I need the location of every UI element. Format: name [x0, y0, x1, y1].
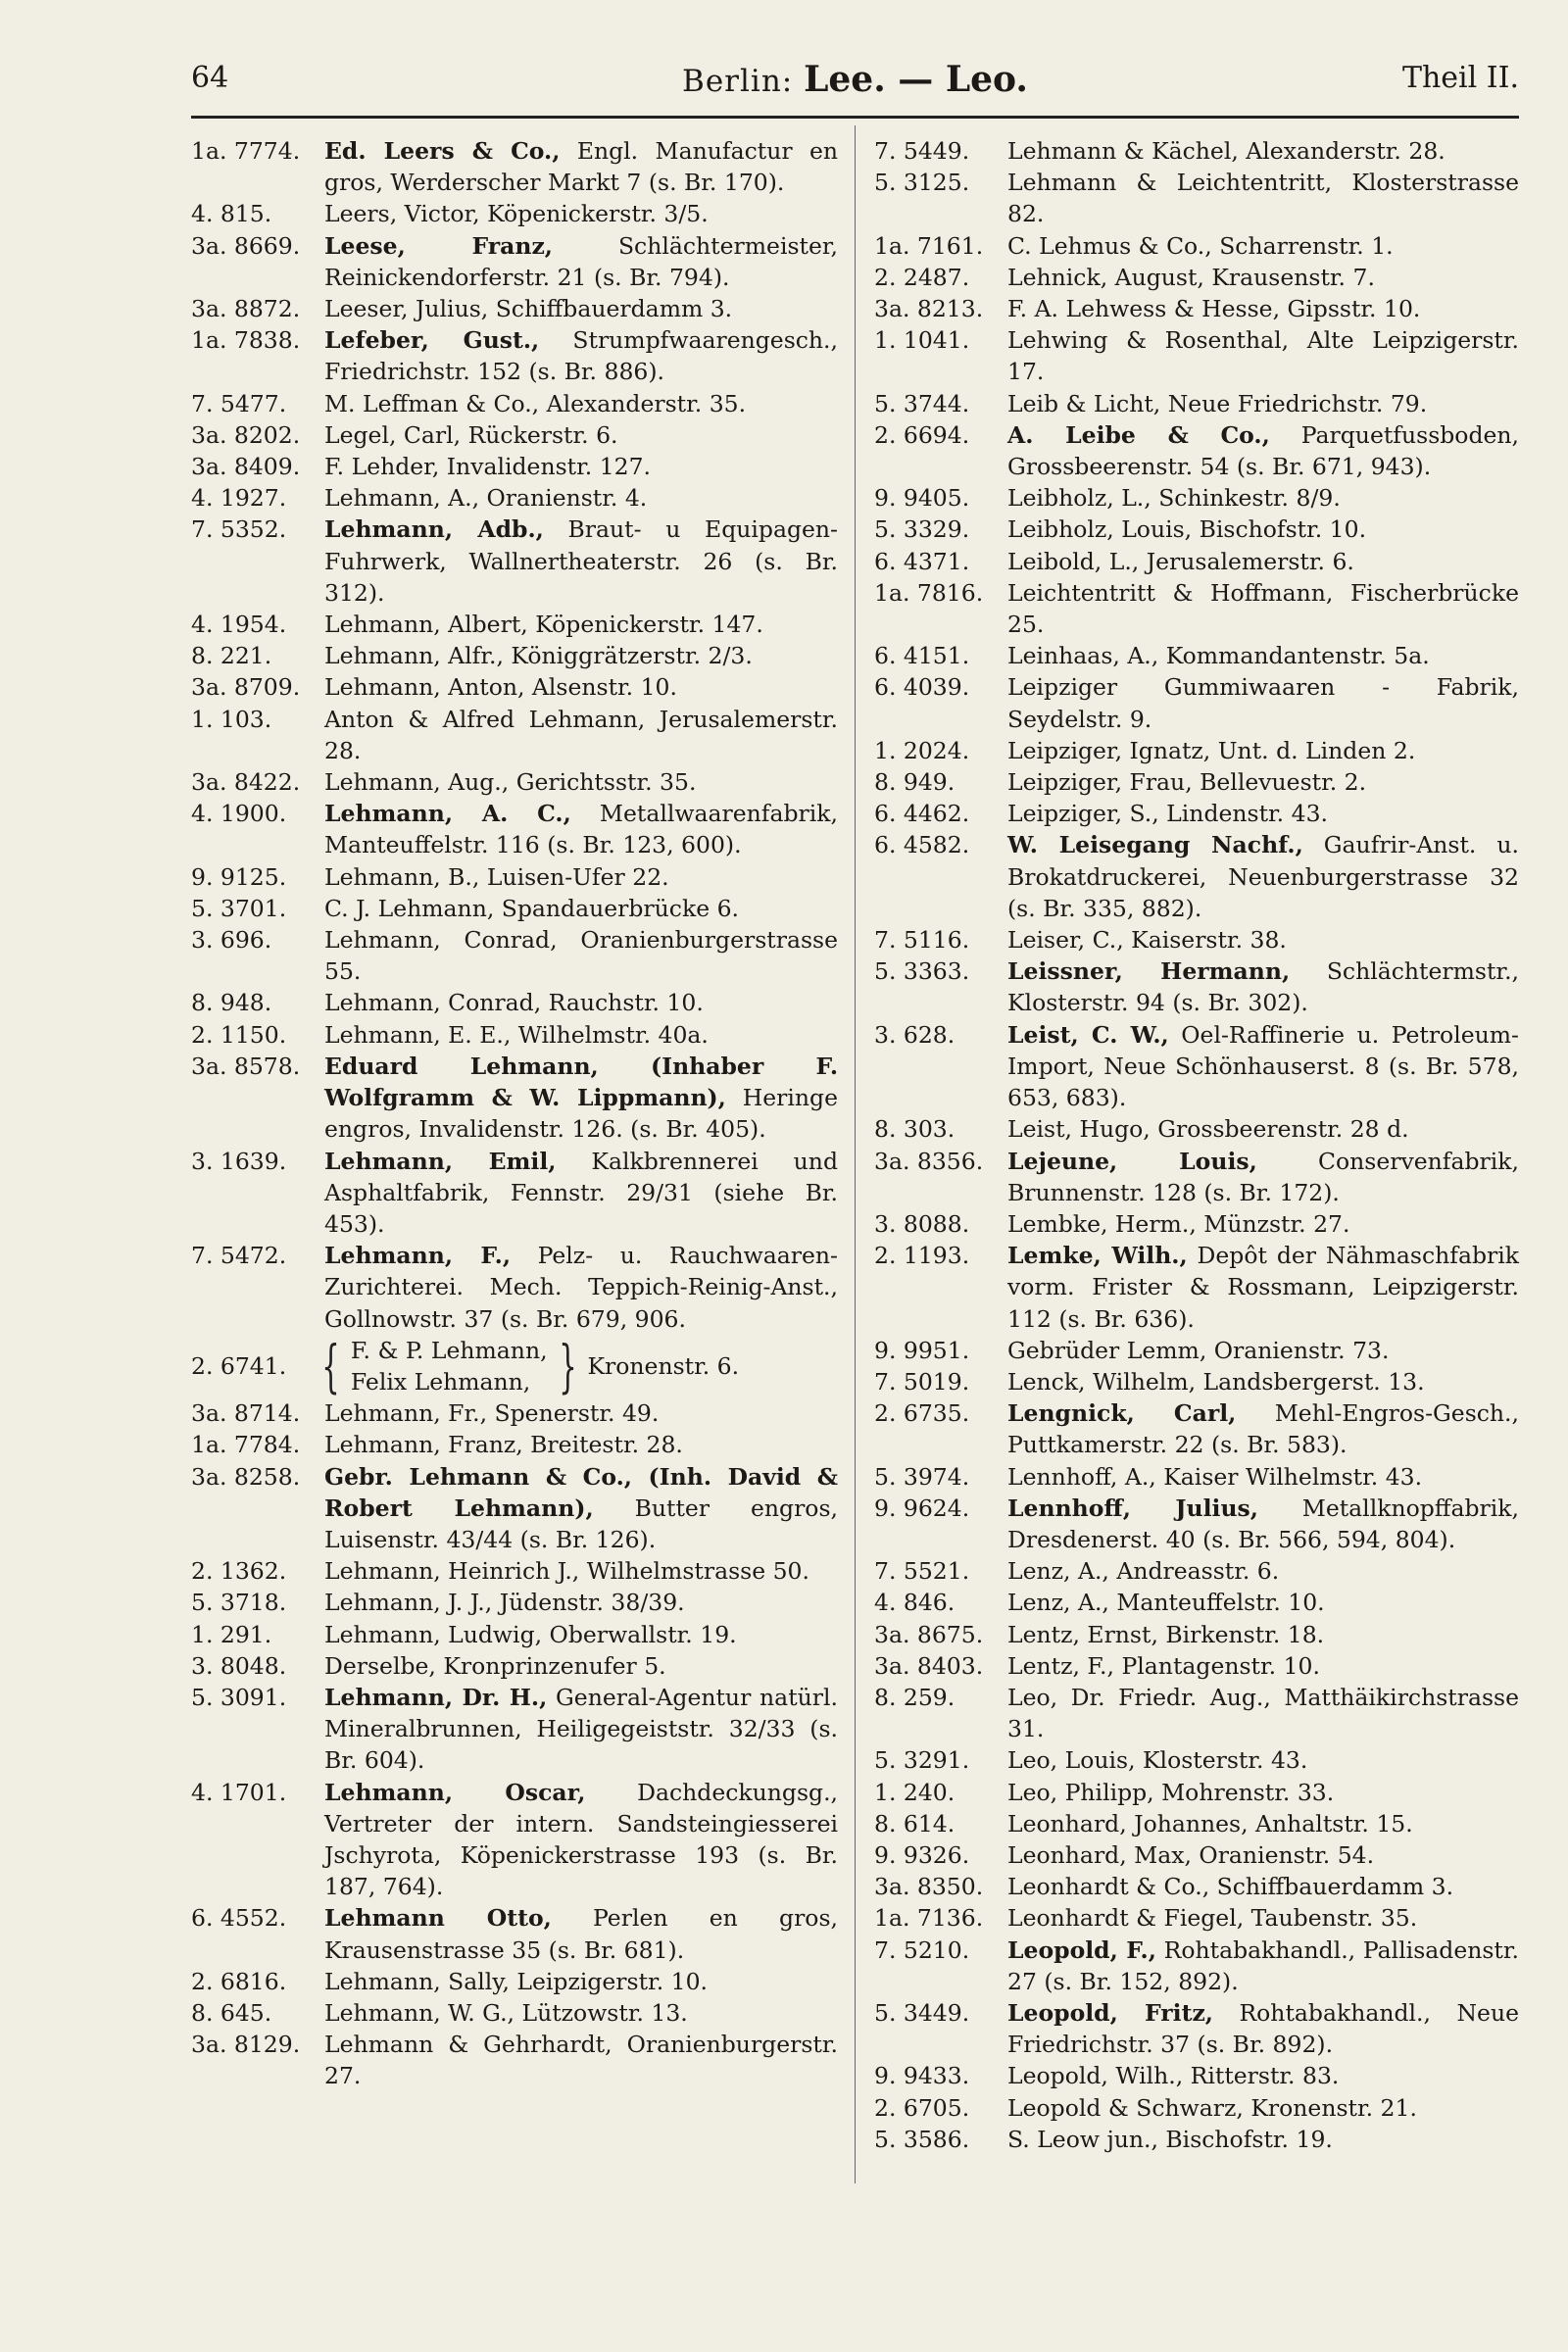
- entry-text: Conservenfabrik, Brunnenstr. 128 (s. Br. 172).: [1007, 1147, 1519, 1206]
- entry-number: 3a. 8202.: [191, 420, 301, 449]
- entry-text: Lentz, Ernst, Birkenstr. 18.: [1007, 1620, 1325, 1648]
- directory-entry: [874, 1146, 1519, 1208]
- entry-text: Perlen en gros, Krausenstrasse 35 (s. Br. 681).: [324, 1904, 838, 1964]
- entry-name: Leissner, Hermann,: [1007, 957, 1291, 986]
- directory-entry: [191, 1682, 838, 1777]
- entry-name: Leese, Franz,: [324, 231, 553, 260]
- entry-number: 1a. 7784.: [191, 1431, 301, 1459]
- directory-entry: [874, 1871, 1519, 1902]
- entry-text: Kalkbrennerei und Asphaltfabrik, Fennstr. 29/31 (siehe Br. 453).: [324, 1147, 838, 1238]
- entry-number: 7. 5472.: [191, 1242, 287, 1270]
- directory-entry: [191, 1619, 838, 1650]
- entry-number: 1. 103.: [191, 705, 272, 733]
- directory-entry: [874, 1587, 1519, 1618]
- directory-entry: [874, 577, 1519, 640]
- entry-number: 5. 3701.: [191, 894, 287, 922]
- directory-entry: [191, 135, 838, 198]
- entry-text: Lehmann, B., Luisen-Ufer 22.: [324, 862, 669, 891]
- directory-entry: [874, 1493, 1519, 1555]
- column-divider: [855, 125, 856, 2183]
- directory-entry: [874, 1839, 1519, 1871]
- entry-text: Rohtabakhandl., Neue Friedrichstr. 37 (s. Br. 892).: [1007, 1998, 1519, 2059]
- entry-name: Lehmann Otto,: [324, 1904, 552, 1933]
- directory-entry: [874, 766, 1519, 798]
- entry-text: Leipziger, Frau, Bellevuestr. 2.: [1007, 768, 1367, 797]
- directory-entry: [874, 230, 1519, 262]
- directory-entry: [874, 1650, 1519, 1682]
- entry-number: 2. 1193.: [874, 1242, 970, 1270]
- directory-entry: [191, 1902, 838, 1965]
- entry-text: C. Lehmus & Co., Scharrenstr. 1.: [1007, 231, 1394, 260]
- entry-number: 9. 9405.: [874, 484, 970, 513]
- directory-entry: [191, 1397, 838, 1429]
- entry-number: 3a. 8714.: [191, 1399, 301, 1428]
- entry-text: Parquetfussboden, Grossbeerenstr. 54 (s. Br. 671, 943).: [1007, 420, 1519, 481]
- entry-text: Metallwaarenfabrik, Manteuffelstr. 116 (s. Br. 123, 600).: [324, 800, 838, 859]
- directory-entry: [191, 1461, 838, 1556]
- entry-text: Mehl-Engros-Gesch., Puttkamerstr. 22 (s. Br. 583).: [1007, 1399, 1519, 1459]
- entry-number: 2. 6816.: [191, 1967, 287, 1995]
- entry-text: Lehmann, Franz, Breitestr. 28.: [324, 1431, 683, 1459]
- entry-number: 3a. 8129.: [191, 2031, 301, 2059]
- entry-number: 6. 4151.: [874, 642, 970, 670]
- entry-text: Derselbe, Kronprinzenufer 5.: [324, 1651, 666, 1680]
- directory-entry: [874, 1208, 1519, 1240]
- entry-text: Leipziger, Ignatz, Unt. d. Linden 2.: [1007, 736, 1416, 764]
- entry-number: 4. 1927.: [191, 484, 287, 513]
- header-rule: [191, 116, 1519, 119]
- entry-text: Lehmann, Heinrich J., Wilhelmstrasse 50.: [324, 1557, 809, 1586]
- entry-number: 4. 1701.: [191, 1778, 287, 1806]
- directory-entry: [874, 735, 1519, 766]
- entry-text: Leonhardt & Co., Schiffbauerdamm 3.: [1007, 1873, 1454, 1901]
- directory-entry: [874, 262, 1519, 293]
- entry-text: Lentz, F., Plantagenstr. 10.: [1007, 1651, 1320, 1680]
- entry-number: 1a. 7774.: [191, 137, 301, 165]
- entry-number: 8. 645.: [191, 1998, 272, 2027]
- directory-entry: [191, 1650, 838, 1682]
- entry-text: Lennhoff, A., Kaiser Wilhelmstr. 43.: [1007, 1462, 1423, 1491]
- brace-address: Kronenstr. 6.: [587, 1351, 740, 1380]
- directory-entry: [874, 419, 1519, 482]
- directory-entry: [874, 1682, 1519, 1744]
- entry-number: 3a. 8403.: [874, 1651, 984, 1680]
- entry-number: 1a. 7161.: [874, 231, 984, 260]
- directory-entry: [191, 1019, 838, 1051]
- entry-text: Lenck, Wilhelm, Landsbergerst. 13.: [1007, 1367, 1425, 1396]
- directory-entry: [191, 1146, 838, 1241]
- directory-entry: [874, 1808, 1519, 1839]
- entry-number: 3a. 8709.: [191, 673, 301, 702]
- entry-name: Eduard Lehmann, (Inhaber F. Wolfgramm & W. Lippmann),: [324, 1052, 838, 1112]
- entry-number: 8. 221.: [191, 642, 272, 670]
- entry-text: Leonhard, Max, Oranienstr. 54.: [1007, 1840, 1375, 1869]
- entry-text: Leipziger Gummiwaaren - Fabrik, Seydelstr. 9.: [1007, 673, 1519, 733]
- part-label: Theil II.: [1401, 61, 1519, 95]
- entry-text: Lenz, A., Manteuffelstr. 10.: [1007, 1589, 1325, 1617]
- entry-number: 5. 3125.: [874, 169, 970, 197]
- entry-number: 3. 696.: [191, 926, 272, 955]
- directory-entry: [191, 1777, 838, 1903]
- entry-number: 6. 4462.: [874, 800, 970, 828]
- directory-entry: [191, 987, 838, 1018]
- entry-name: Lengnick, Carl,: [1007, 1399, 1237, 1428]
- entry-text: Lembke, Herm., Münzstr. 27.: [1007, 1209, 1350, 1238]
- directory-entry: [874, 924, 1519, 956]
- entry-name: A. Leibe & Co.,: [1007, 420, 1270, 449]
- entry-number: 4. 815.: [191, 200, 272, 228]
- entry-name: Lemke, Wilh.,: [1007, 1242, 1188, 1270]
- entry-name: Lejeune, Louis,: [1007, 1147, 1257, 1175]
- entry-text: Leipziger, S., Lindenstr. 43.: [1007, 800, 1328, 828]
- entry-number: 2. 6694.: [874, 420, 970, 449]
- directory-entry: [874, 2124, 1519, 2155]
- entry-number: 3. 628.: [874, 1020, 956, 1049]
- entry-number: 5. 3091.: [191, 1683, 287, 1711]
- entry-name: Lehmann, F.,: [324, 1242, 512, 1270]
- directory-entry: [874, 1997, 1519, 2060]
- entry-text: Depôt der Nähmaschfabrik vorm. Frister & Rossmann, Leipzigerstr. 112 (s. Br. 636).: [1007, 1242, 1520, 1333]
- entry-number: 9. 9326.: [874, 1840, 970, 1869]
- entry-text: Leo, Philipp, Mohrenstr. 33.: [1007, 1778, 1335, 1806]
- entry-name: Lefeber, Gust.,: [324, 326, 540, 355]
- entry-name: Lennhoff, Julius,: [1007, 1494, 1258, 1522]
- entry-number: 1. 291.: [191, 1620, 272, 1648]
- entry-number: 3a. 8872.: [191, 295, 301, 323]
- directory-entry: [874, 482, 1519, 514]
- entry-name: Lehmann, Oscar,: [324, 1778, 586, 1806]
- entry-number: 5. 3449.: [874, 1998, 970, 2027]
- entry-text: Lehmann, Sally, Leipzigerstr. 10.: [324, 1967, 709, 1995]
- directory-entry: [191, 324, 838, 387]
- entry-number: 3a. 8356.: [874, 1147, 984, 1175]
- entry-text: Oel-Raffinerie u. Petroleum-Import, Neue Schönhauserst. 8 (s. Br. 578, 653, 683).: [1007, 1020, 1519, 1112]
- entry-number: 7. 5477.: [191, 389, 287, 417]
- entry-text: Lehmann, Aug., Gerichtsstr. 35.: [324, 768, 697, 797]
- directory-entry: [191, 1997, 838, 2029]
- entry-text: Lehmann, Albert, Köpenickerstr. 147.: [324, 611, 763, 639]
- entry-text: Leonhardt & Fiegel, Taubenstr. 35.: [1007, 1904, 1418, 1933]
- entry-text: Lehmann, Conrad, Rauchstr. 10.: [324, 989, 704, 1017]
- entry-number: 7. 5449.: [874, 137, 970, 165]
- entry-number: 2. 6735.: [874, 1399, 970, 1428]
- directory-entry: [874, 798, 1519, 829]
- entry-number: 4. 1900.: [191, 800, 287, 828]
- directory-entry: [191, 893, 838, 924]
- directory-entry: [874, 1019, 1519, 1114]
- directory-entry: [874, 388, 1519, 419]
- entry-text: Dachdeckungsg., Vertreter der intern. Sandsteingiesserei Jschyrota, Köpenickerstrasse 193 (s. Br. 187, 764).: [324, 1778, 839, 1901]
- directory-entry: [874, 1113, 1519, 1145]
- directory-entry: [191, 419, 838, 451]
- directory-entry: [874, 2060, 1519, 2091]
- directory-entry: [874, 293, 1519, 324]
- entry-text: Lehmann & Kächel, Alexanderstr. 28.: [1007, 137, 1446, 165]
- directory-entry: [874, 1619, 1519, 1650]
- directory-entry: [874, 546, 1519, 577]
- entry-text: Leo, Louis, Klosterstr. 43.: [1007, 1746, 1308, 1775]
- entry-name: Lehmann, Dr. H.,: [324, 1683, 548, 1711]
- entry-text: Butter engros, Luisenstr. 43/44 (s. Br. 126).: [324, 1494, 838, 1553]
- entry-number: 9. 9125.: [191, 862, 287, 891]
- brace-name-1: F. & P. Lehmann,: [350, 1336, 548, 1364]
- left-brace: {: [321, 1332, 340, 1399]
- entry-text: Lehmann & Gehrhardt, Oranienburgerstr. 27.: [324, 2031, 838, 2090]
- directory-entry: [191, 293, 838, 324]
- entry-text: Lehmann, J. J., Jüdenstr. 38/39.: [324, 1589, 685, 1617]
- entry-number: 9. 9624.: [874, 1494, 970, 1522]
- entry-text: F. A. Lehwess & Hesse, Gipsstr. 10.: [1007, 295, 1421, 323]
- entry-number: 5. 3718.: [191, 1589, 287, 1617]
- entry-name: Leopold, Fritz,: [1007, 1998, 1213, 2027]
- directory-entry: [191, 671, 838, 703]
- entry-text: Lehnick, August, Krausenstr. 7.: [1007, 263, 1375, 291]
- directory-entry: [874, 1744, 1519, 1776]
- directory-entry: [191, 1429, 838, 1460]
- entry-number: 5. 3363.: [874, 957, 970, 986]
- directory-entry: [874, 1335, 1519, 1366]
- brace-names: [351, 1335, 548, 1397]
- entry-text: Lehmann & Leichtentritt, Klosterstrasse 82.: [1007, 169, 1519, 228]
- entry-text: C. J. Lehmann, Spandauerbrücke 6.: [324, 894, 739, 922]
- entry-number: 6. 4582.: [874, 831, 970, 859]
- entry-name: Lehmann, Emil,: [324, 1147, 557, 1175]
- entry-number: 1. 240.: [874, 1778, 956, 1806]
- entry-text: Lenz, A., Andreasstr. 6.: [1007, 1557, 1280, 1586]
- entry-text: Engl. Manufactur en gros, Werderscher Markt 7 (s. Br. 170).: [324, 137, 839, 197]
- entry-text: Leonhard, Johannes, Anhaltstr. 15.: [1007, 1809, 1413, 1838]
- entry-text: Anton & Alfred Lehmann, Jerusalemerstr. 28.: [324, 705, 838, 764]
- entry-number: 3. 8088.: [874, 1209, 970, 1238]
- directory-entry: [191, 451, 838, 482]
- entry-text: Leo, Dr. Friedr. Aug., Matthäikirchstrasse 31.: [1007, 1683, 1519, 1743]
- entry-number: 7. 5019.: [874, 1367, 970, 1396]
- entry-number: 2. 6741.: [191, 1351, 287, 1380]
- entry-number: 4. 846.: [874, 1589, 956, 1617]
- right-brace: }: [558, 1332, 577, 1399]
- directory-entry: [874, 1397, 1519, 1460]
- directory-entry: [874, 1461, 1519, 1493]
- entry-number: 3a. 8350.: [874, 1873, 984, 1901]
- entry-text: F. Lehder, Invalidenstr. 127.: [324, 453, 652, 481]
- directory-entry: [874, 1555, 1519, 1587]
- entry-number: 3. 1639.: [191, 1147, 287, 1175]
- directory-entry: [191, 766, 838, 798]
- directory-entry: [191, 2029, 838, 2091]
- entry-number: 1. 1041.: [874, 326, 970, 355]
- entry-number: 6. 4371.: [874, 547, 970, 575]
- directory-entry: [191, 230, 838, 293]
- entry-text: Leeser, Julius, Schiffbauerdamm 3.: [324, 295, 733, 323]
- entry-number: 3a. 8578.: [191, 1052, 301, 1080]
- directory-entry: [191, 1587, 838, 1618]
- directory-entry: [874, 324, 1519, 387]
- entry-number: 1. 2024.: [874, 736, 970, 764]
- entry-text: General-Agentur natürl. Mineralbrunnen, Heiligegeiststr. 32/33 (s. Br. 604).: [324, 1683, 838, 1775]
- entry-number: 8. 259.: [874, 1683, 956, 1711]
- directory-entry: [191, 609, 838, 640]
- entry-number: 1a. 7816.: [874, 578, 984, 607]
- entry-number: 1a. 7136.: [874, 1904, 984, 1933]
- entry-number: 1a. 7838.: [191, 326, 301, 355]
- entry-text: Gaufrir-Anst. u. Brokatdruckerei, Neuenburgerstrasse 32 (s. Br. 335, 882).: [1007, 831, 1519, 922]
- entry-text: Rohtabakhandl., Pallisadenstr. 27 (s. Br. 152, 892).: [1007, 1936, 1519, 1995]
- right-column: [874, 135, 1519, 2155]
- directory-entry: [874, 829, 1519, 924]
- entry-text: Lehmann, Ludwig, Oberwallstr. 19.: [324, 1620, 737, 1648]
- entry-text: S. Leow jun., Bischofstr. 19.: [1007, 2125, 1333, 2153]
- entry-text: Legel, Carl, Rückerstr. 6.: [324, 420, 618, 449]
- entry-number: 8. 303.: [874, 1115, 956, 1144]
- directory-entry: [874, 167, 1519, 229]
- entry-text: Strumpfwaarengesch., Friedrichstr. 152 (s. Br. 886).: [324, 326, 838, 386]
- entry-number: 9. 9433.: [874, 2062, 970, 2090]
- entry-number: 3a. 8422.: [191, 768, 301, 797]
- directory-entry: [874, 956, 1519, 1018]
- directory-entry: [874, 671, 1519, 734]
- entry-text: Lehmann, A., Oranienstr. 4.: [324, 484, 648, 513]
- entry-text: Leichtentritt & Hoffmann, Fischerbrücke 25.: [1007, 578, 1519, 639]
- entry-number: 6. 4039.: [874, 673, 970, 702]
- brace-name-2: Felix Lehmann,: [350, 1367, 531, 1396]
- entry-text: Leibholz, Louis, Bischofstr. 10.: [1007, 515, 1367, 544]
- directory-entry: [874, 514, 1519, 545]
- entry-name: Lehmann, Adb.,: [324, 515, 544, 544]
- left-entries-continued: [191, 1397, 838, 2091]
- directory-entry: [191, 514, 838, 609]
- entry-number: 5. 3291.: [874, 1746, 970, 1775]
- entry-text: M. Leffman & Co., Alexanderstr. 35.: [324, 389, 747, 417]
- entry-text: Leist, Hugo, Grossbeerenstr. 28 d.: [1007, 1115, 1409, 1144]
- entry-number: 8. 614.: [874, 1809, 956, 1838]
- entry-number: 2. 1150.: [191, 1020, 287, 1049]
- directory-entry: [874, 135, 1519, 167]
- directory-entry: [191, 1555, 838, 1587]
- directory-entry: [874, 1902, 1519, 1934]
- left-column: [191, 135, 838, 2092]
- entry-text: Lehmann, Conrad, Oranienburgerstrasse 55.: [324, 926, 838, 986]
- entry-number: 5. 3744.: [874, 389, 970, 417]
- directory-entry: [874, 1366, 1519, 1397]
- entry-name: Ed. Leers & Co.,: [324, 137, 561, 165]
- directory-entry: [191, 924, 838, 987]
- entry-number: 5. 3586.: [874, 2125, 970, 2153]
- entry-text: Leopold & Schwarz, Kronenstr. 21.: [1007, 2093, 1417, 2122]
- entry-number: 6. 4552.: [191, 1904, 287, 1933]
- entry-text: Leibholz, L., Schinkestr. 8/9.: [1007, 484, 1341, 513]
- entry-name: Gebr. Lehmann & Co., (Inh. David & Robert Lehmann),: [324, 1462, 838, 1522]
- directory-entry: [191, 798, 838, 860]
- entry-text: Leibold, L., Jerusalemerstr. 6.: [1007, 547, 1354, 575]
- entry-number: 7. 5210.: [874, 1936, 970, 1964]
- entry-number: 3a. 8409.: [191, 453, 301, 481]
- entry-number: 7. 5116.: [874, 926, 970, 955]
- entry-text: Lehmann, Alfr., Königgrätzerstr. 2/3.: [324, 642, 753, 670]
- entry-number: 9. 9951.: [874, 1336, 970, 1364]
- entry-text: Braut- u Equipagen-Fuhrwerk, Wallnertheaterstr. 26 (s. Br. 312).: [324, 515, 838, 607]
- directory-entry: [874, 1935, 1519, 1997]
- entry-number: 2. 2487.: [874, 263, 970, 291]
- directory-entry: [874, 1240, 1519, 1335]
- entry-number: 8. 949.: [874, 768, 956, 797]
- entry-number: 7. 5352.: [191, 515, 287, 544]
- entry-number: 3a. 8213.: [874, 295, 984, 323]
- page-title: [191, 59, 1519, 100]
- directory-entry: [191, 1240, 838, 1335]
- title-prefix: Berlin:: [682, 64, 794, 99]
- directory-entry: [191, 1051, 838, 1146]
- entry-text: Leinhaas, A., Kommandantenstr. 5a.: [1007, 642, 1430, 670]
- entry-text: Leiser, C., Kaiserstr. 38.: [1007, 926, 1287, 955]
- entry-text: Heringe engros, Invalidenstr. 126. (s. Br. 405).: [324, 1084, 838, 1144]
- right-entries: [874, 135, 1519, 2155]
- entry-name: Leopold, F.,: [1007, 1936, 1156, 1964]
- entry-number: 5. 3329.: [874, 515, 970, 544]
- entry-text: Lehmann, Anton, Alsenstr. 10.: [324, 673, 677, 702]
- directory-entry: [874, 1777, 1519, 1808]
- entry-text: Gebrüder Lemm, Oranienstr. 73.: [1007, 1336, 1390, 1364]
- directory-entry: [191, 1966, 838, 1997]
- entry-text: Leib & Licht, Neue Friedrichstr. 79.: [1007, 389, 1428, 417]
- entry-number: 3. 8048.: [191, 1651, 287, 1680]
- entry-text: Lehmann, E. E., Wilhelmstr. 40a.: [324, 1020, 709, 1049]
- directory-entry: [191, 482, 838, 514]
- entry-number: 3a. 8258.: [191, 1462, 301, 1491]
- entry-text: Lehmann, W. G., Lützowstr. 13.: [324, 1998, 688, 2027]
- title-range: Lee. — Leo.: [804, 59, 1028, 100]
- directory-entry: [191, 861, 838, 893]
- directory-entry: [874, 2092, 1519, 2124]
- directory-entry: [874, 640, 1519, 671]
- page-number: 64: [191, 61, 229, 95]
- entry-number: 3a. 8669.: [191, 231, 301, 260]
- entry-number: 3a. 8675.: [874, 1620, 984, 1648]
- entry-text: Lehwing & Rosenthal, Alte Leipzigerstr. 17.: [1007, 326, 1519, 386]
- directory-entry: [191, 198, 838, 229]
- entry-text: Leers, Victor, Köpenickerstr. 3/5.: [324, 200, 709, 228]
- entry-text: Schlächtermstr., Klosterstr. 94 (s. Br. 302).: [1007, 957, 1520, 1017]
- entry-text: Leopold, Wilh., Ritterstr. 83.: [1007, 2062, 1340, 2090]
- entry-text: Metallknopffabrik, Dresdenerst. 40 (s. Br. 566, 594, 804).: [1007, 1494, 1519, 1553]
- entry-text: Schlächtermeister, Reinickendorferstr. 21 (s. Br. 794).: [324, 231, 839, 291]
- directory-entry: [191, 388, 838, 419]
- directory-entry: [191, 704, 838, 766]
- entry-number: 4. 1954.: [191, 611, 287, 639]
- entry-name: Leist, C. W.,: [1007, 1020, 1169, 1049]
- page-header: [191, 61, 1519, 112]
- directory-entry: [191, 640, 838, 671]
- entry-number: 8. 948.: [191, 989, 272, 1017]
- left-entries: [191, 135, 838, 1335]
- entry-number: 7. 5521.: [874, 1557, 970, 1586]
- entry-number: 2. 1362.: [191, 1557, 287, 1586]
- entry-text: Pelz- u. Rauchwaaren-Zurichterei. Mech. Teppich-Reinig-Anst., Gollnowstr. 37 (s. Br. 679, 906.: [324, 1242, 838, 1333]
- brace-entry: [191, 1332, 838, 1399]
- entry-name: Lehmann, A. C.,: [324, 800, 571, 828]
- entry-text: Lehmann, Fr., Spenerstr. 49.: [324, 1399, 660, 1428]
- entry-number: 5. 3974.: [874, 1462, 970, 1491]
- entry-number: 2. 6705.: [874, 2093, 970, 2122]
- entry-name: W. Leisegang Nachf.,: [1007, 831, 1303, 859]
